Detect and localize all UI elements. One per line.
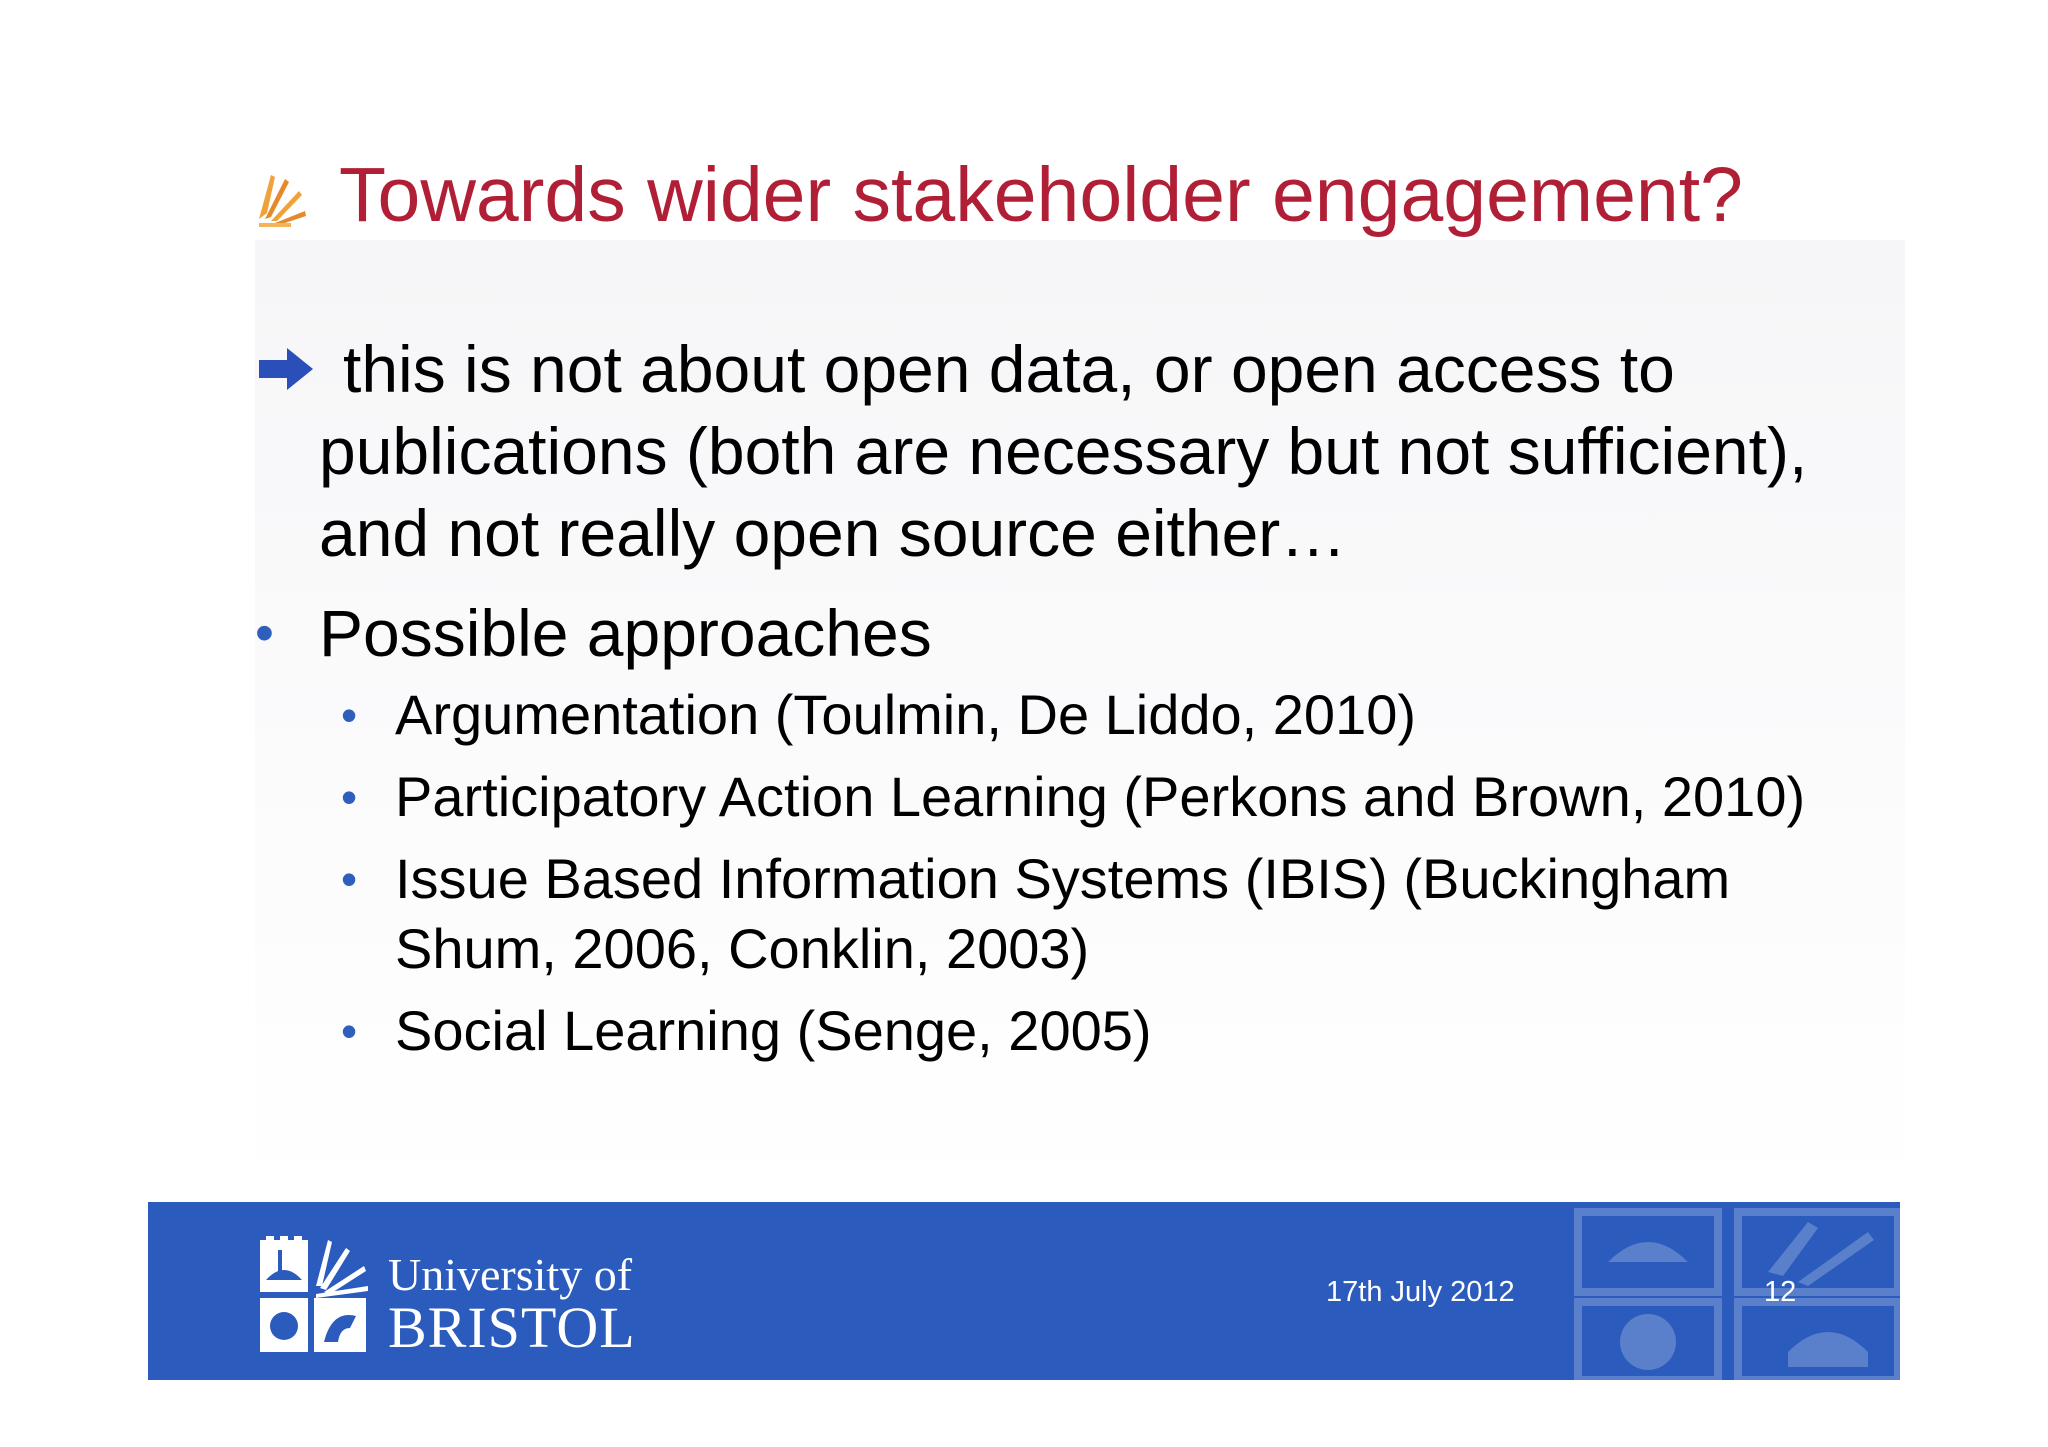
bullet-marker: • [341,771,358,823]
slide-footer [148,1202,1900,1380]
sub-bullet-text: Social Learning (Senge, 2005) [395,999,1152,1062]
slide-body [255,328,1895,1078]
bullet-marker: • [341,853,358,905]
sub-bullet-item [255,680,1895,750]
bullet-marker: • [341,1005,358,1057]
sub-bullet-text: Issue Based Information Systems (IBIS) (Buckingham Shum, 2006, Conklin, 2003) [395,847,1731,980]
university-wordmark [388,1249,636,1360]
slide-title: Towards wider stakeholder engagement? [339,151,1743,238]
footer-date: 17th July 2012 [1326,1276,1515,1308]
sub-bullet-text: Participatory Action Learning (Perkons and Brown, 2010) [395,765,1806,828]
institution-name-line2: BRISTOL [388,1295,636,1360]
bullet-marker: • [255,603,274,663]
bullet-point-text: Possible approaches [319,596,932,670]
bristol-flame-logo-icon [255,169,307,227]
sub-bullet-item [255,844,1895,984]
slide-title-row [255,140,1743,250]
bullet-marker: • [341,689,358,741]
arrow-point-text: this is not about open data, or open access to publications (both are necessary but not sufficient), and not really open source either… [319,332,1808,570]
arrow-point [255,328,1895,574]
bullet-point-approaches [255,592,1895,674]
sub-bullet-text: Argumentation (Toulmin, De Liddo, 2010) [395,683,1417,746]
sub-bullet-item [255,762,1895,832]
sub-bullet-item [255,996,1895,1066]
crest-watermark-icon [1568,1202,1900,1380]
university-crest-icon [258,1236,370,1356]
institution-name-line1: University of [388,1249,633,1300]
slide-page-number: 12 [1764,1276,1797,1308]
arrow-right-icon [255,344,317,394]
